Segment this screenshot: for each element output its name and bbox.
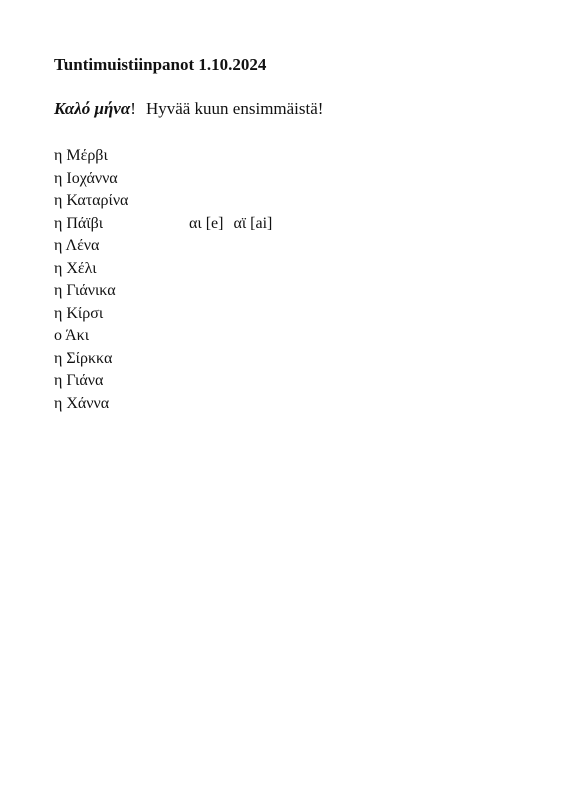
name-item [54, 258, 128, 281]
name-item [54, 235, 128, 258]
name-text: η Καταρίνα [54, 192, 129, 209]
greeting-line [54, 99, 323, 119]
name-text: η Χάννα [54, 394, 110, 412]
name-item [54, 393, 128, 416]
name-text: η Γιάνα [54, 372, 104, 389]
pronunciation-ai-e: αι [e] [189, 214, 224, 232]
name-text: η Κίρσι [54, 304, 104, 322]
greeting-exclamation: ! [130, 99, 136, 118]
name-text: η Ιοχάννα [54, 169, 118, 187]
name-item [54, 348, 128, 371]
name-text: η Χέλι [54, 259, 97, 277]
name-text: η Γιάνικα [54, 282, 116, 299]
name-item [54, 145, 128, 168]
name-item [54, 325, 128, 348]
name-item [54, 213, 273, 236]
name-text: η Πάϊβι [54, 214, 104, 232]
name-text: η Λένα [54, 237, 100, 254]
pronunciation-ai-diaeresis: αϊ [ai] [233, 214, 273, 232]
pronunciation-note [189, 213, 272, 236]
page-title: Tuntimuistiinpanot 1.10.2024 [54, 55, 267, 74]
greeting-greek: Καλό μήνα [54, 99, 131, 118]
name-item [54, 168, 128, 191]
greeting-finnish: Hyvää kuun ensimmäistä! [145, 99, 324, 118]
name-item [54, 280, 128, 303]
name-text: η Μέρβι [54, 147, 108, 164]
name-text: η Σίρκκα [54, 349, 113, 367]
name-list [54, 145, 273, 415]
name-text: ο Άκι [54, 327, 90, 344]
name-item [54, 370, 128, 393]
name-item [54, 303, 128, 326]
name-item [54, 190, 128, 213]
